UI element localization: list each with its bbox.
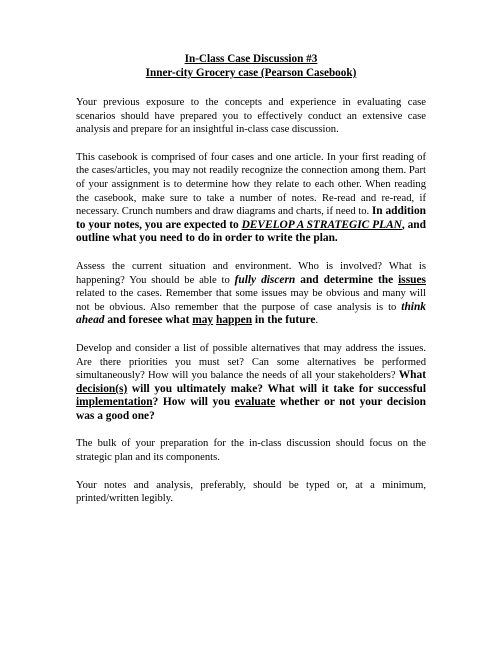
- paragraph-alternatives: [76, 342, 426, 424]
- assess-emphasis-2: and foresee what: [104, 314, 193, 327]
- alternatives-emphasis-2: will you ultimately make? What will it take for successful: [127, 382, 426, 395]
- may-emphasis: may: [192, 314, 214, 327]
- think-ahead-emphasis: think ahead: [76, 300, 426, 327]
- alternatives-text: Develop and consider a list of possible alternatives that may address the issues. Are there priorities you must set? Can some alternatives be performed simultaneously? How will you balance the needs of all your stakeholders?: [76, 342, 426, 382]
- issues-emphasis: issues: [398, 273, 426, 286]
- casebook-text: This casebook is comprised of four cases and one article. In your first reading of the cases/articles, you may not readily recognize the connection among them. Part of your assignment is to determine how they relate to each other. When reading the casebook, make sure to take a number of notes. Re-read and re-read, if necessary. Crunch numbers and draw diagrams and charts, if need to.: [76, 151, 426, 218]
- evaluate-emphasis: evaluate: [234, 396, 276, 409]
- paragraph-casebook: [76, 151, 426, 246]
- alternatives-emphasis-1: What: [398, 369, 426, 382]
- alternatives-emphasis-3: ? How will you: [152, 396, 235, 409]
- casebook-emphasis-end: , and outline what you need to do in order to write the plan.: [76, 218, 426, 245]
- assess-period: .: [315, 315, 319, 327]
- paragraph-assess: [76, 260, 426, 328]
- happen-emphasis: happen: [215, 314, 253, 327]
- alternatives-emphasis-4: whether or not your decision was a good one?: [76, 396, 426, 422]
- fully-discern-emphasis: fully discern: [234, 273, 296, 286]
- assess-text-1: Assess the current situation and environment. Who is involved? What is happening? You should be able to: [76, 260, 426, 286]
- document-page: [76, 52, 426, 520]
- strategic-plan-emphasis: DEVELOP A STRATEGIC PLAN: [241, 218, 402, 231]
- assess-emphasis-1: and determine the: [295, 273, 399, 286]
- casebook-emphasis: In addition to your notes, you are expected to: [76, 205, 426, 231]
- document-title-line-2: Inner-city Grocery case (Pearson Casebook): [145, 67, 357, 79]
- implementation-emphasis: implementation: [76, 396, 153, 409]
- paragraph-intro: Your previous exposure to the concepts and experience in evaluating case scenarios should have prepared you to effectively conduct an extensive case analysis and prepare for an insightful in-class case discussion.: [76, 97, 426, 136]
- paragraph-notes: Your notes and analysis, preferably, should be typed or, at a minimum, printed/written legibly.: [76, 479, 426, 505]
- assess-emphasis-3: in the future: [252, 314, 316, 327]
- document-title-line-1: In-Class Case Discussion #3: [184, 53, 318, 65]
- assess-text-2: related to the cases. Remember that some issues may be obvious and many will not be obvious. Also remember that the purpose of case analysis is to: [76, 288, 426, 313]
- decisions-emphasis: decision(s): [76, 382, 128, 395]
- paragraph-bulk: The bulk of your preparation for the in-class discussion should focus on the strategic plan and its components.: [76, 438, 426, 464]
